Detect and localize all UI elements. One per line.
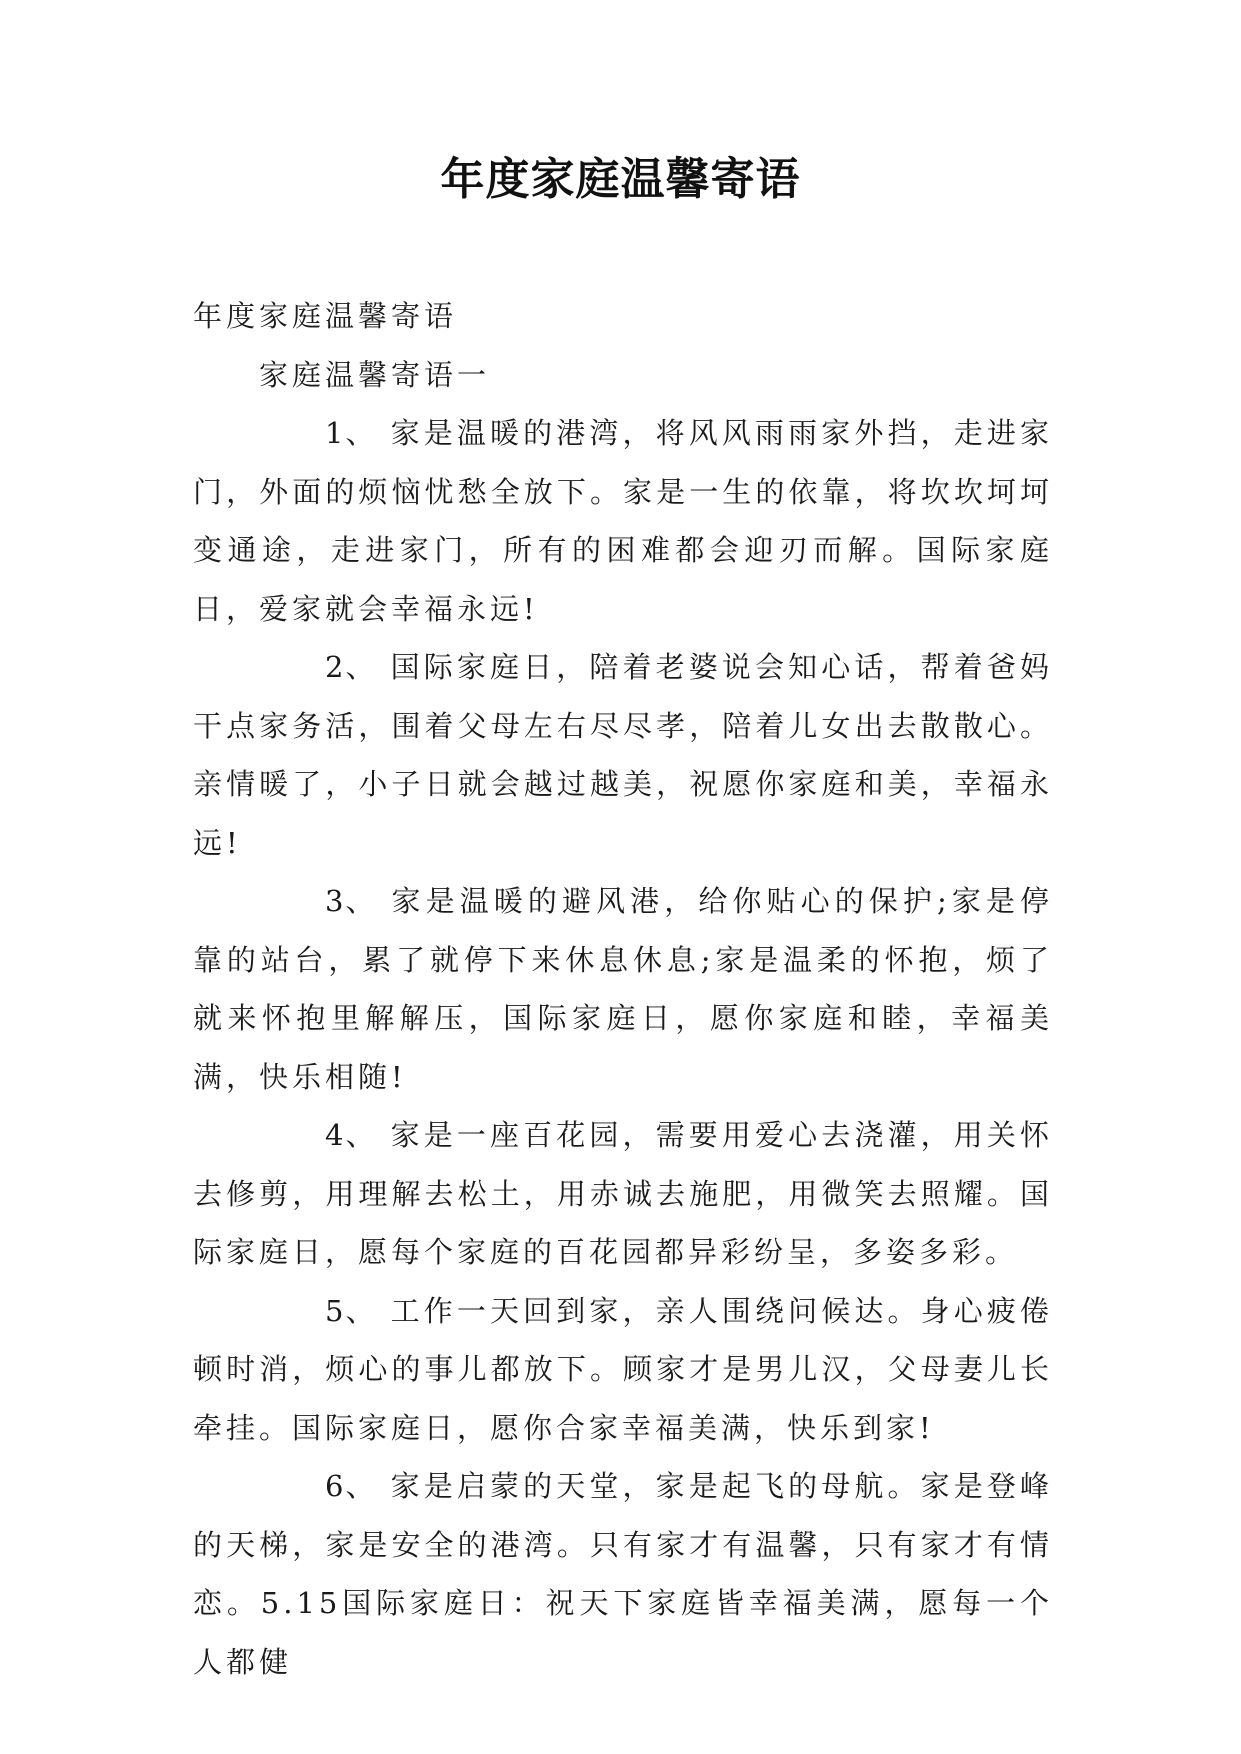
document-body (193, 287, 1053, 1691)
paragraph-number: 3、 (325, 884, 377, 918)
paragraph-text: 家是温暖的避风港，给你贴心的保护;家是停靠的站台，累了就停下来休息休息;家是温柔的怀抱，烦了就来怀抱里解解压，国际家庭日，愿你家庭和睦，幸福美满，快乐相随! (193, 884, 1053, 1094)
paragraph-2 (193, 638, 1053, 872)
paragraph-3 (193, 872, 1053, 1106)
paragraph-number: 1、 (325, 416, 377, 450)
paragraph-number: 5、 (325, 1293, 377, 1328)
section-heading: 家庭温馨寄语一 (259, 357, 491, 392)
paragraph-text: 家是温暖的港湾，将风风雨雨家外挡，走进家门，外面的烦恼忧愁全放下。家是一生的依靠，将坎坎坷坷变通途，走进家门，所有的困难都会迎刃而解。国际家庭日，爱家就会幸福永远! (193, 416, 1053, 626)
paragraph-4 (193, 1106, 1053, 1282)
paragraph-number: 2、 (325, 650, 377, 684)
paragraph-text: 家是一座百花园，需要用爱心去浇灌，用关怀去修剪，用理解去松土，用赤诚去施肥，用微笑去照耀。国际家庭日，愿每个家庭的百花园都异彩纷呈，多姿多彩。 (193, 1118, 1053, 1269)
paragraph-1 (193, 404, 1053, 638)
document-subtitle: 年度家庭温馨寄语 (193, 299, 458, 333)
paragraph-text: 家是启蒙的天堂，家是起飞的母航。家是登峰的天梯，家是安全的港湾。只有家才有温馨，只有家才有情恋。5.15国际家庭日：祝天下家庭皆幸福美满，愿每一个人都健 (193, 1469, 1053, 1679)
paragraph-text: 工作一天回到家，亲人围绕问候达。身心疲倦顿时消，烦心的事儿都放下。顾家才是男儿汉，父母妻儿长牵挂。国际家庭日，愿你合家幸福美满，快乐到家! (193, 1293, 1053, 1445)
paragraph-text: 国际家庭日，陪着老婆说会知心话，帮着爸妈干点家务活，围着父母左右尽尽孝，陪着儿女出去散散心。亲情暖了，小子日就会越过越美，祝愿你家庭和美，幸福永远! (193, 650, 1053, 860)
paragraph-number: 6、 (325, 1469, 377, 1503)
paragraph-6 (193, 1457, 1053, 1691)
document-title: 年度家庭温馨寄语 (440, 154, 801, 205)
paragraph-5 (193, 1282, 1053, 1458)
paragraph-number: 4、 (325, 1118, 377, 1152)
